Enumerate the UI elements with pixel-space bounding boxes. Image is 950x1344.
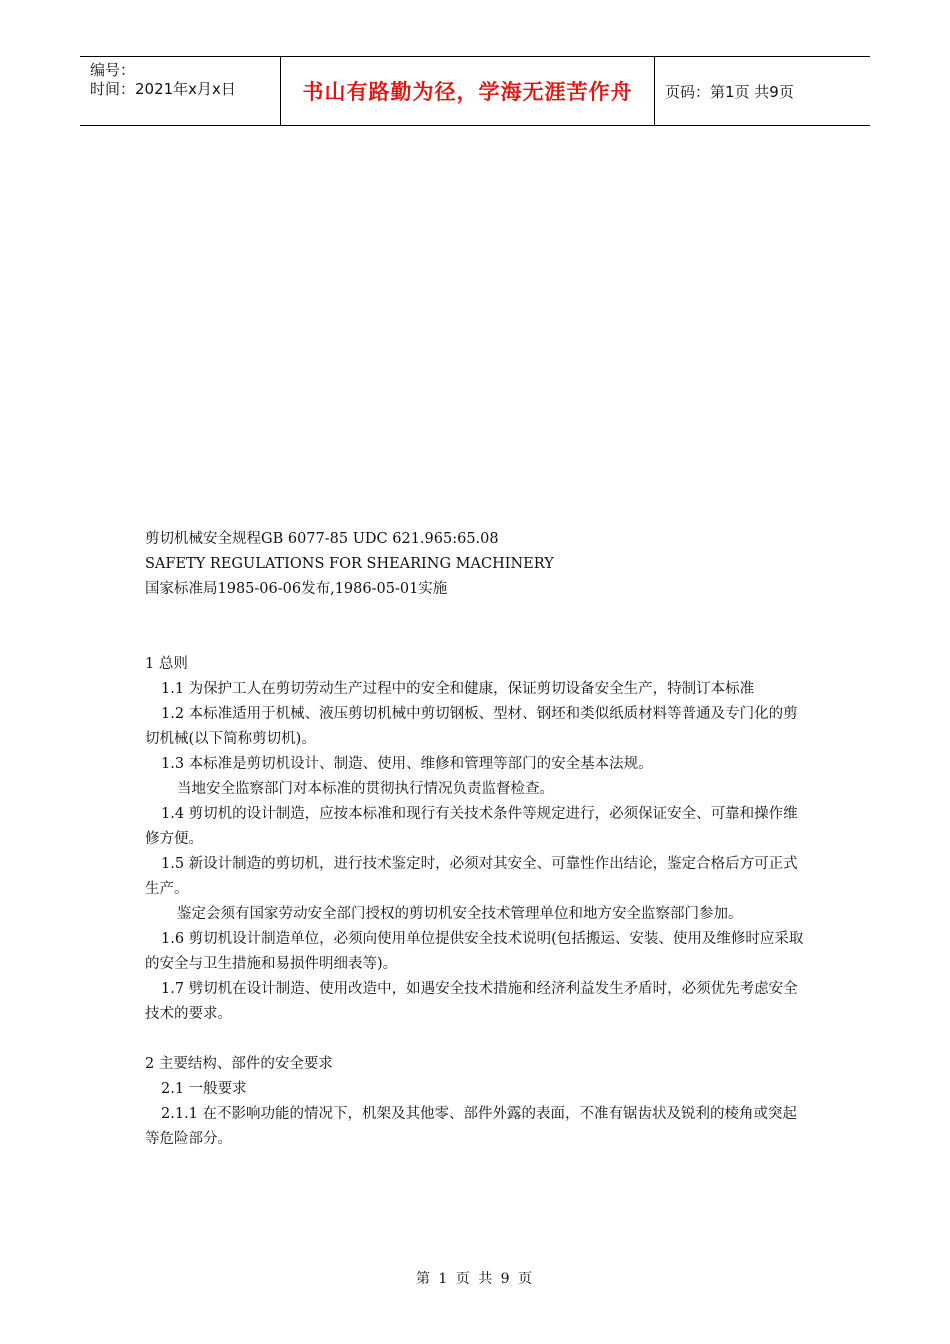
- title-line-2: SAFETY REGULATIONS FOR SHEARING MACHINERY: [145, 556, 554, 572]
- serial-label: 编号：: [90, 61, 136, 79]
- section-1-heading: 1 总则: [145, 656, 188, 672]
- title-line-1: 剪切机械安全规程GB 6077-85 UDC 621.965:65.08: [145, 531, 499, 547]
- header-page-label: 页码：第1页 共9页: [665, 82, 794, 101]
- section-2-heading: 2 主要结构、部件的安全要求: [145, 1056, 333, 1072]
- clause-1-2: 1.2 本标准适用于机械、液压剪切机械中剪切钢板、型材、钢坯和类似纸质材料等普通及专门化的剪切机械(以下简称剪切机)。: [145, 706, 798, 747]
- clause-1-3: 1.3 本标准是剪切机设计、制造、使用、维修和管理等部门的安全基本法规。: [161, 756, 653, 772]
- clause-2-1: 2.1 一般要求: [161, 1081, 247, 1097]
- document-body: [145, 527, 810, 1152]
- clause-1-5-note: 鉴定会须有国家劳动安全部门授权的剪切机安全技术管理单位和地方安全监察部门参加。: [177, 906, 743, 922]
- clause-1-3-note: 当地安全监察部门对本标准的贯彻执行情况负责监督检查。: [177, 781, 554, 797]
- header-meta: [80, 57, 281, 125]
- clause-1-5: 1.5 新设计制造的剪切机，进行技术鉴定时，必须对其安全、可靠性作出结论，鉴定合格后方可正式生产。: [145, 856, 798, 897]
- clause-1-1: 1.1 为保护工人在剪切劳动生产过程中的安全和健康，保证剪切设备安全生产，特制订本标准: [161, 681, 755, 697]
- clause-1-7: 1.7 劈切机在设计制造、使用改造中，如遇安全技术措施和经济利益发生矛盾时，必须优先考虑安全技术的要求。: [145, 981, 798, 1022]
- time-label: 时间：2021年x月x日: [90, 80, 236, 98]
- page-footer: 第 1 页 共 9 页: [415, 1271, 535, 1287]
- header-motto: 书山有路勤为径，学海无涯苦作舟: [281, 57, 655, 125]
- clause-1-6: 1.6 剪切机设计制造单位，必须向使用单位提供安全技术说明(包括搬运、安装、使用及维修时应采取的安全与卫生措施和易损件明细表等)。: [145, 931, 804, 972]
- clause-2-1-1: 2.1.1 在不影响功能的情况下，机架及其他零、部件外露的表面，不准有锯齿状及锐利的棱角或突起等危险部分。: [145, 1106, 797, 1147]
- title-line-3: 国家标准局1985-06-06发布,1986-05-01实施: [145, 581, 448, 597]
- page-header: [80, 56, 870, 126]
- clause-1-4: 1.4 剪切机的设计制造，应按本标准和现行有关技术条件等规定进行，必须保证安全、可靠和操作维修方便。: [145, 806, 798, 847]
